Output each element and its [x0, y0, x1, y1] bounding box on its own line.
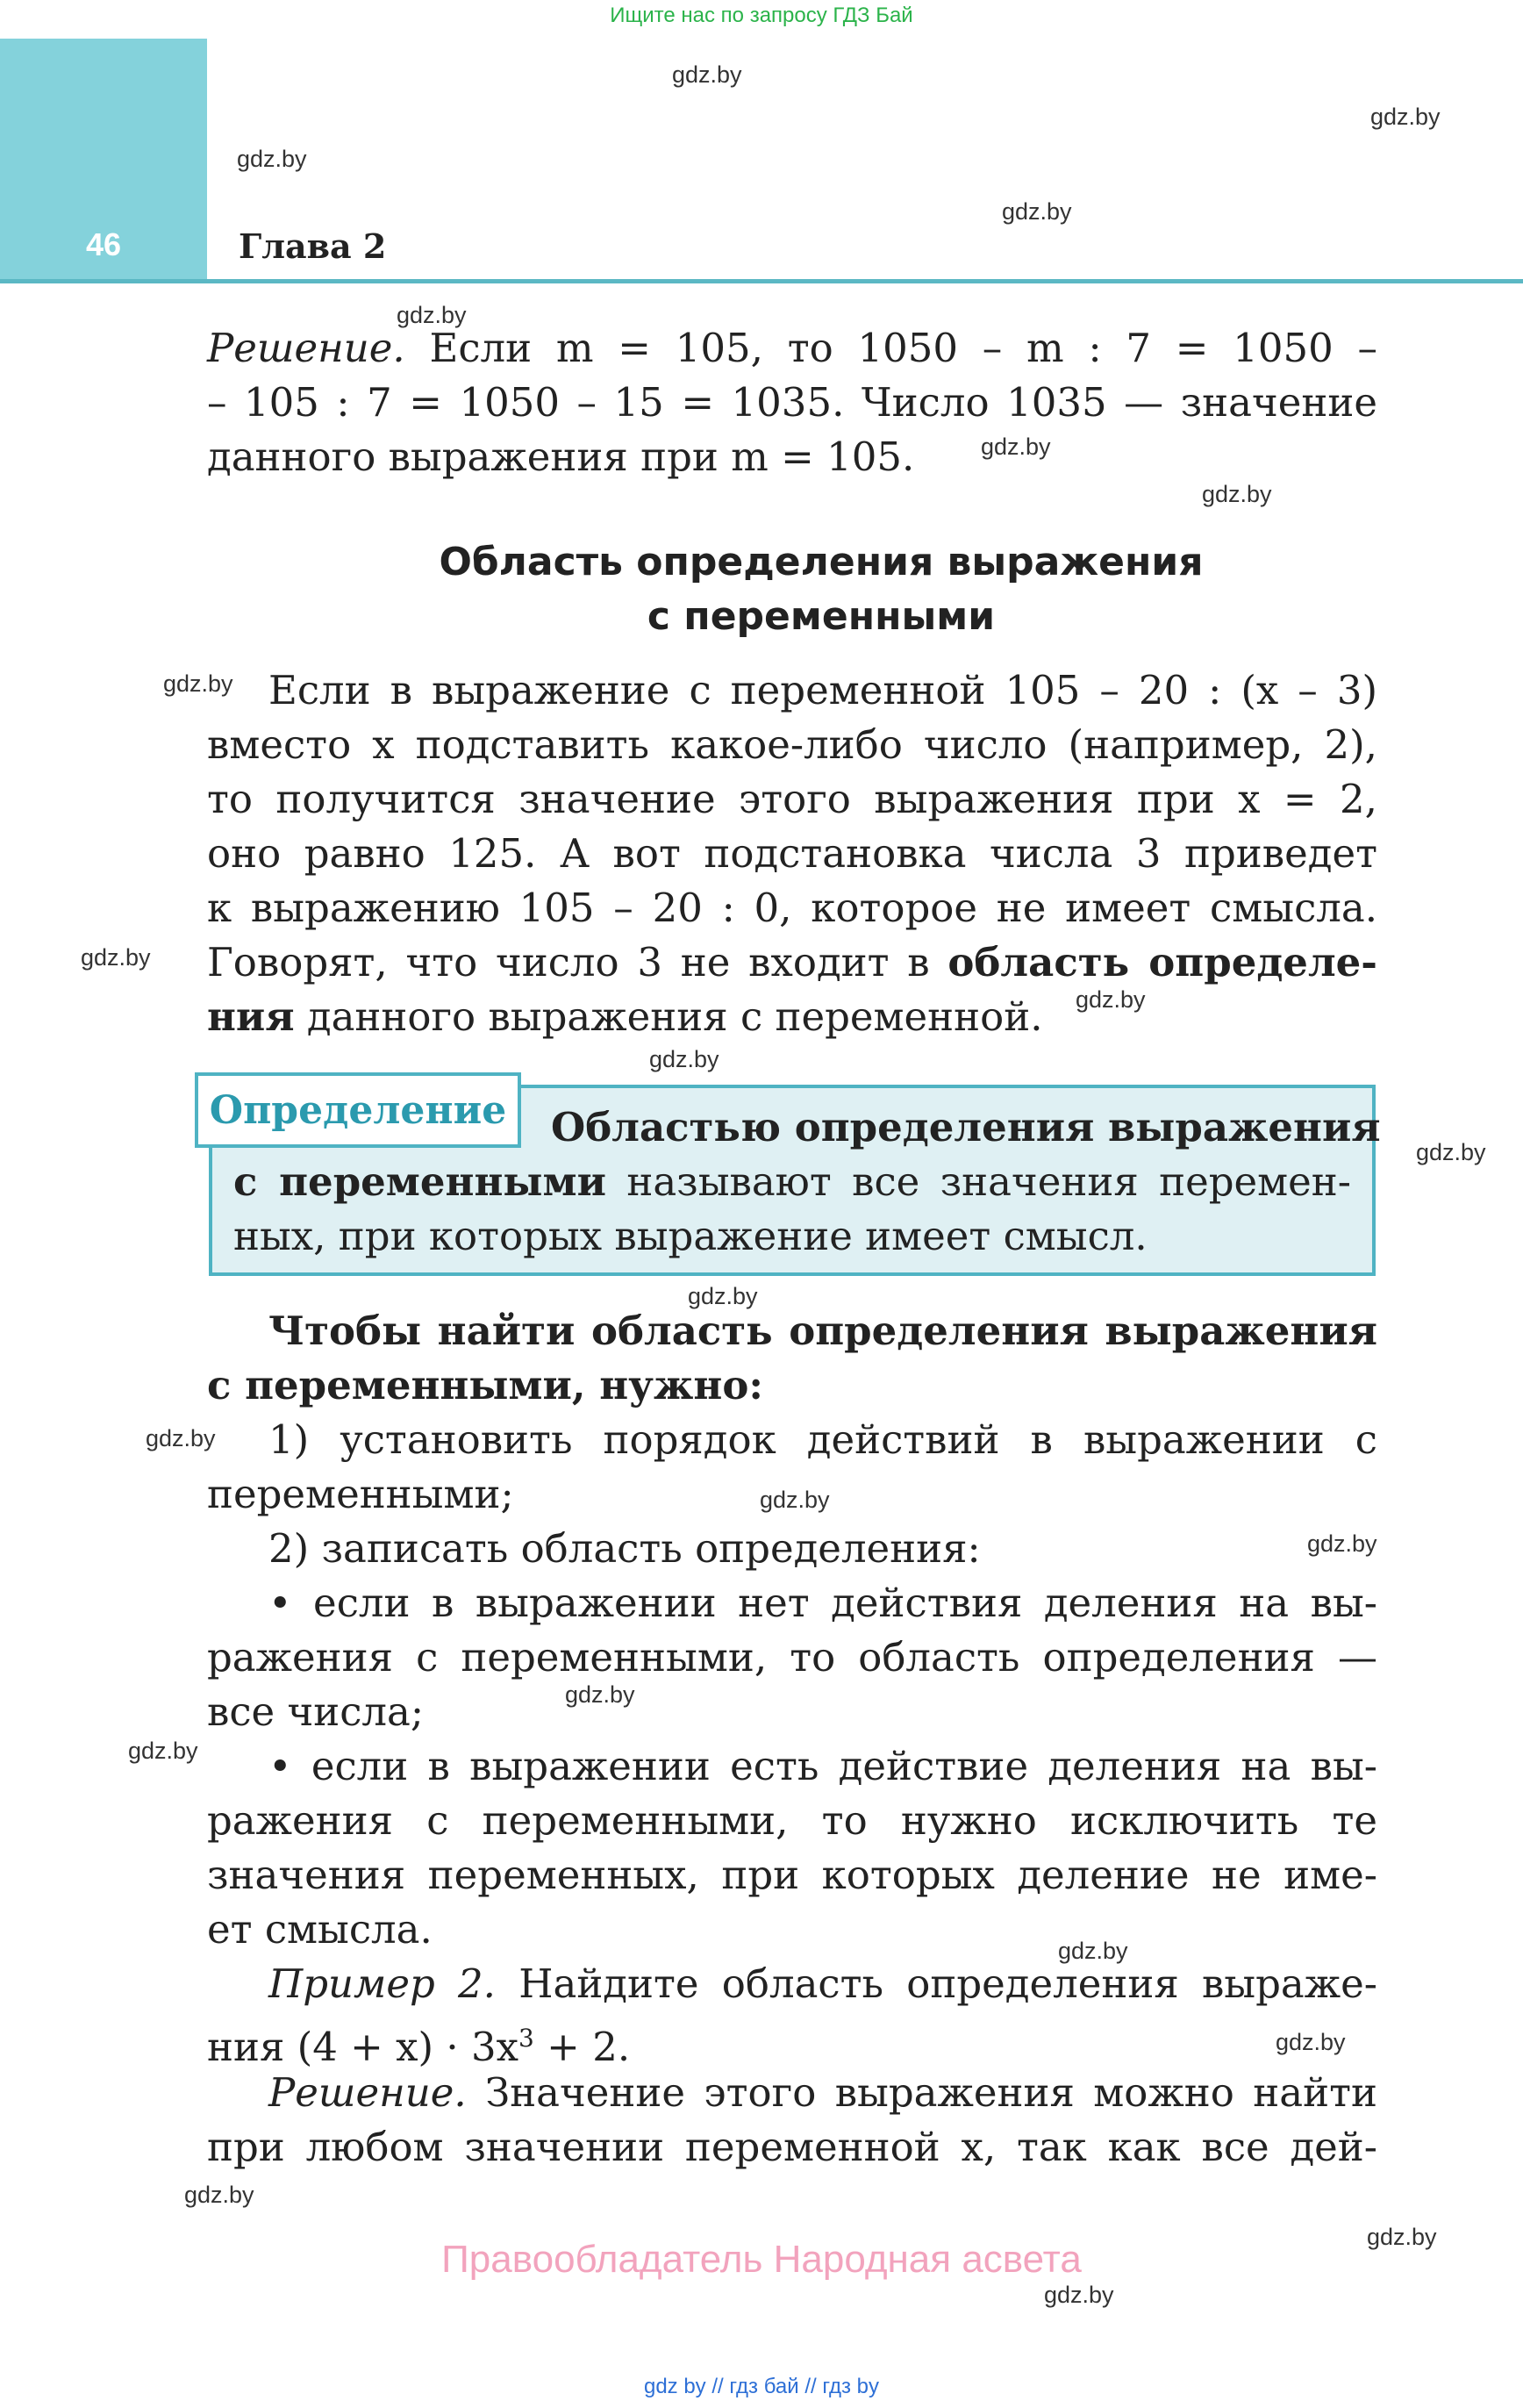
rule-bullet2-line1: • если в выражении есть действие деления на вы- — [268, 1743, 1377, 1789]
section-title-line1: Область определения выражения — [439, 540, 1204, 584]
example2-line1 — [268, 1957, 1377, 2011]
watermark: gdz.by — [1202, 481, 1272, 507]
rule-bullet2-line2: ражения с переменными, то нужно исключить те — [207, 1797, 1377, 1844]
para1-line7 — [207, 990, 1043, 1044]
rule-step1-line1: 1) установить порядок действий в выражении с — [268, 1416, 1377, 1463]
solution1-line3: данного выражения при m = 105. — [207, 434, 915, 480]
watermark: gdz.by — [1044, 2282, 1114, 2308]
watermark: gdz.by — [1416, 1139, 1486, 1165]
rule-bullet2-line3: значения переменных, при которых деление не име- — [207, 1852, 1377, 1898]
rule-line2: с переменными, нужно: — [207, 1362, 763, 1408]
exponent: 3 — [518, 2024, 534, 2053]
watermark: gdz.by — [1058, 1938, 1128, 1964]
example-label: Пример 2. — [268, 1960, 496, 2007]
term-domain: область определе- — [947, 939, 1377, 985]
example2-expression-end: + 2. — [533, 2024, 631, 2070]
page-number: 46 — [85, 226, 122, 262]
watermark: gdz.by — [981, 434, 1051, 460]
definition-line3: ных, при которых выражение имеет смысл. — [233, 1213, 1148, 1259]
rule-bullet1-line3: все числа; — [207, 1688, 424, 1735]
watermark: gdz.by — [237, 146, 307, 172]
rule-bullet1-line1: • если в выражении нет действия деления на вы- — [268, 1580, 1377, 1626]
top-banner[interactable]: Ищите нас по запросу ГДЗ Бай — [610, 4, 913, 27]
solution1-line1 — [207, 321, 1377, 376]
watermark: gdz.by — [163, 670, 233, 697]
para1-line2: вместо x подставить какое-либо число (например, 2), — [207, 721, 1377, 768]
watermark: gdz.by — [1367, 2224, 1437, 2250]
rule-step1-line2: переменными; — [207, 1471, 514, 1517]
header-rule — [0, 279, 1523, 283]
section-title-line2: с переменными — [647, 594, 996, 639]
watermark: gdz.by — [1002, 198, 1072, 225]
example2-text: Найдите область определения выраже- — [495, 1960, 1377, 2007]
solution-label: Решение. — [268, 2069, 467, 2116]
watermark: gdz.by — [565, 1681, 635, 1708]
watermark: gdz.by — [760, 1487, 830, 1513]
para1-line1: Если в выражение с переменной 105 – 20 : (x – 3) — [268, 667, 1377, 713]
watermark: gdz.by — [688, 1283, 758, 1309]
para1-line4: оно равно 125. А вот подстановка числа 3 приведет — [207, 830, 1377, 877]
rule-bullet1-line2: ражения с переменными, то область определения — — [207, 1634, 1377, 1681]
rule-bullet2-line4: ет смысла. — [207, 1906, 433, 1953]
example2-expression: ния (4 + x) · 3x — [207, 2024, 519, 2070]
rule-step2: 2) записать область определения: — [268, 1525, 981, 1572]
watermark: gdz.by — [146, 1425, 216, 1451]
solution2-text: Значение этого выражения можно найти — [466, 2069, 1377, 2116]
term-domain-end: ния — [207, 993, 295, 1040]
rule-line1: Чтобы найти область определения выражения — [268, 1308, 1377, 1354]
watermark: gdz.by — [1076, 986, 1146, 1013]
footer-links[interactable]: gdz by // гдз бай // гдз by — [643, 2375, 880, 2398]
definition-line1: Областью определения выражения — [551, 1104, 1381, 1150]
watermark: gdz.by — [1307, 1530, 1377, 1557]
watermark: gdz.by — [672, 61, 742, 88]
watermark: gdz.by — [128, 1738, 198, 1764]
copyright-holder: Правообладатель Народная асвета — [441, 2238, 1082, 2281]
para1-line6 — [207, 935, 1377, 990]
watermark: gdz.by — [81, 944, 151, 971]
definition-text: называют все значения перемен- — [605, 1158, 1352, 1205]
watermark: gdz.by — [397, 302, 467, 328]
solution1-text: Если m = 105, то 1050 – m : 7 = 1050 – — [404, 325, 1377, 371]
watermark: gdz.by — [1276, 2029, 1346, 2055]
watermark: gdz.by — [184, 2182, 254, 2208]
solution2-line2: при любом значении переменной x, так как все дей- — [207, 2124, 1377, 2170]
watermark: gdz.by — [649, 1046, 719, 1072]
solution-label: Решение. — [207, 325, 405, 371]
solution1-line2: – 105 : 7 = 1050 – 15 = 1035. Число 1035 — значение — [207, 379, 1377, 426]
para1-text: Говорят, что число 3 не входит в — [207, 939, 948, 985]
watermark: gdz.by — [1370, 104, 1441, 130]
definition-term: с переменными — [233, 1158, 606, 1205]
solution2-line1 — [268, 2066, 1377, 2120]
definition-line2 — [233, 1155, 1351, 1209]
definition-label: Определение — [195, 1072, 521, 1148]
para1-line3: то получится значение этого выражения при x = 2, — [207, 776, 1377, 822]
para1-text: данного выражения с переменной. — [294, 993, 1043, 1040]
chapter-title: Глава 2 — [239, 226, 387, 266]
para1-line5: к выражению 105 – 20 : 0, которое не имеет смысла. — [207, 885, 1377, 931]
